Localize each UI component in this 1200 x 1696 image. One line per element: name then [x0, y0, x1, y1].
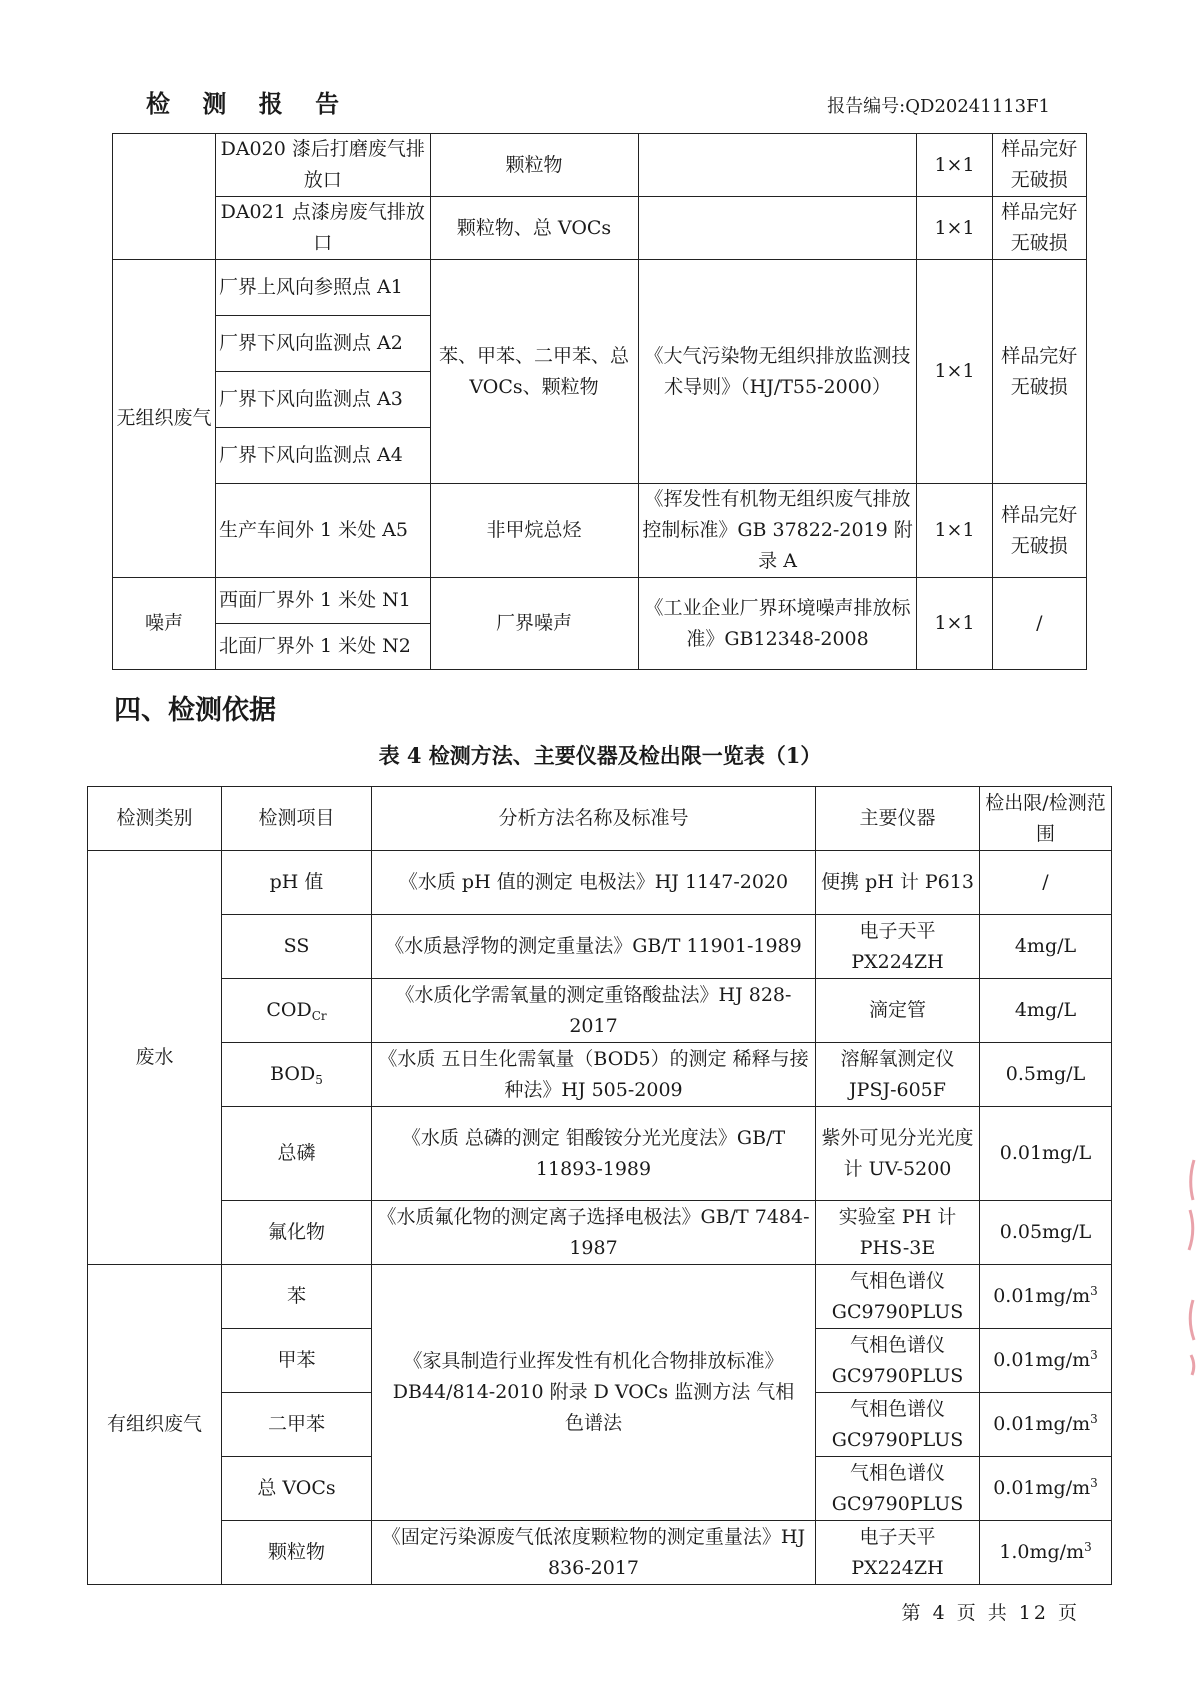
table-header-row: 检测类别 检测项目 分析方法名称及标准号 主要仪器 检出限/检测范围 [88, 787, 1112, 851]
seal-stamp-fragment [1184, 1150, 1198, 1380]
table-row: 有组织废气 苯 《家具制造行业挥发性有机化合物排放标准》DB44/814-2010 附录 D VOCs 监测方法 气相色谱法 气相色谱仪 GC9790PLUS $0.01mg/m^3$ [88, 1265, 1112, 1329]
category-cell: 有组织废气 [88, 1265, 222, 1585]
table-row: 北面厂界外 1 米处 N2 [113, 624, 1087, 670]
method-table [87, 786, 1112, 1585]
table-row: 氟化物 《水质氟化物的测定离子选择电极法》GB/T 7484-1987 实验室 PH 计 PHS-3E 0.05mg/L [88, 1201, 1112, 1265]
table-caption: 表 4 检测方法、主要仪器及检出限一览表（1） [378, 743, 822, 768]
table-row: 生产车间外 1 米处 A5 非甲烷总烃 《挥发性有机物无组织废气排放控制标准》GB 37822-2019 附录 A 1×1 样品完好无破损 [113, 484, 1087, 578]
table-row: DA020 漆后打磨废气排放口 颗粒物 1×1 样品完好无破损 [113, 134, 1087, 197]
table-row: 总磷 《水质 总磷的测定 钼酸铵分光光度法》GB/T 11893-1989 紫外可见分光光度计 UV-5200 0.01mg/L [88, 1107, 1112, 1201]
category-cell: 噪声 [113, 578, 216, 670]
sampling-table [112, 133, 1087, 670]
table-row: 厂界下风向监测点 A2 [113, 316, 1087, 372]
table-row: DA021 点漆房废气排放口 颗粒物、总 VOCs 1×1 样品完好无破损 [113, 197, 1087, 260]
table-row: 总 VOCs 气相色谱仪 GC9790PLUS $0.01mg/m^3$ [88, 1457, 1112, 1521]
table-row: $BOD_5$ 《水质 五日生化需氧量（BOD5）的测定 稀释与接种法》HJ 505-2009 溶解氧测定仪 JPSJ-605F 0.5mg/L [88, 1043, 1112, 1107]
report-number: 报告编号:QD20241113F1 [827, 96, 1050, 117]
category-cell [113, 134, 216, 260]
category-cell: 无组织废气 [113, 260, 216, 578]
report-title: 检 测 报 告 [146, 90, 352, 118]
table-row: SS 《水质悬浮物的测定重量法》GB/T 11901-1989 电子天平 PX224ZH 4mg/L [88, 915, 1112, 979]
table-row: 二甲苯 气相色谱仪 GC9790PLUS $0.01mg/m^3$ [88, 1393, 1112, 1457]
page-number: 第 4 页 共 12 页 [901, 1602, 1080, 1624]
table-row: $COD_{Cr}$ 《水质化学需氧量的测定重铬酸盐法》HJ 828-2017 滴定管 4mg/L [88, 979, 1112, 1043]
table-row: 厂界下风向监测点 A3 [113, 372, 1087, 428]
table-row: 噪声 西面厂界外 1 米处 N1 厂界噪声 《工业企业厂界环境噪声排放标准》GB12348-2008 1×1 / [113, 578, 1087, 624]
section-title: 四、检测依据 [114, 695, 276, 726]
table-row: 甲苯 气相色谱仪 GC9790PLUS $0.01mg/m^3$ [88, 1329, 1112, 1393]
table-row: 厂界下风向监测点 A4 [113, 428, 1087, 484]
table-row: 废水 pH 值 《水质 pH 值的测定 电极法》HJ 1147-2020 便携 pH 计 P613 / [88, 851, 1112, 915]
table-row: 无组织废气 厂界上风向参照点 A1 苯、甲苯、二甲苯、总 VOCs、颗粒物 《大气污染物无组织排放监测技术导则》（HJ/T55-2000） 1×1 样品完好无破损 [113, 260, 1087, 316]
category-cell: 废水 [88, 851, 222, 1265]
table-row: 颗粒物 《固定污染源废气低浓度颗粒物的测定重量法》HJ 836-2017 电子天平 PX224ZH $1.0mg/m^3$ [88, 1521, 1112, 1585]
